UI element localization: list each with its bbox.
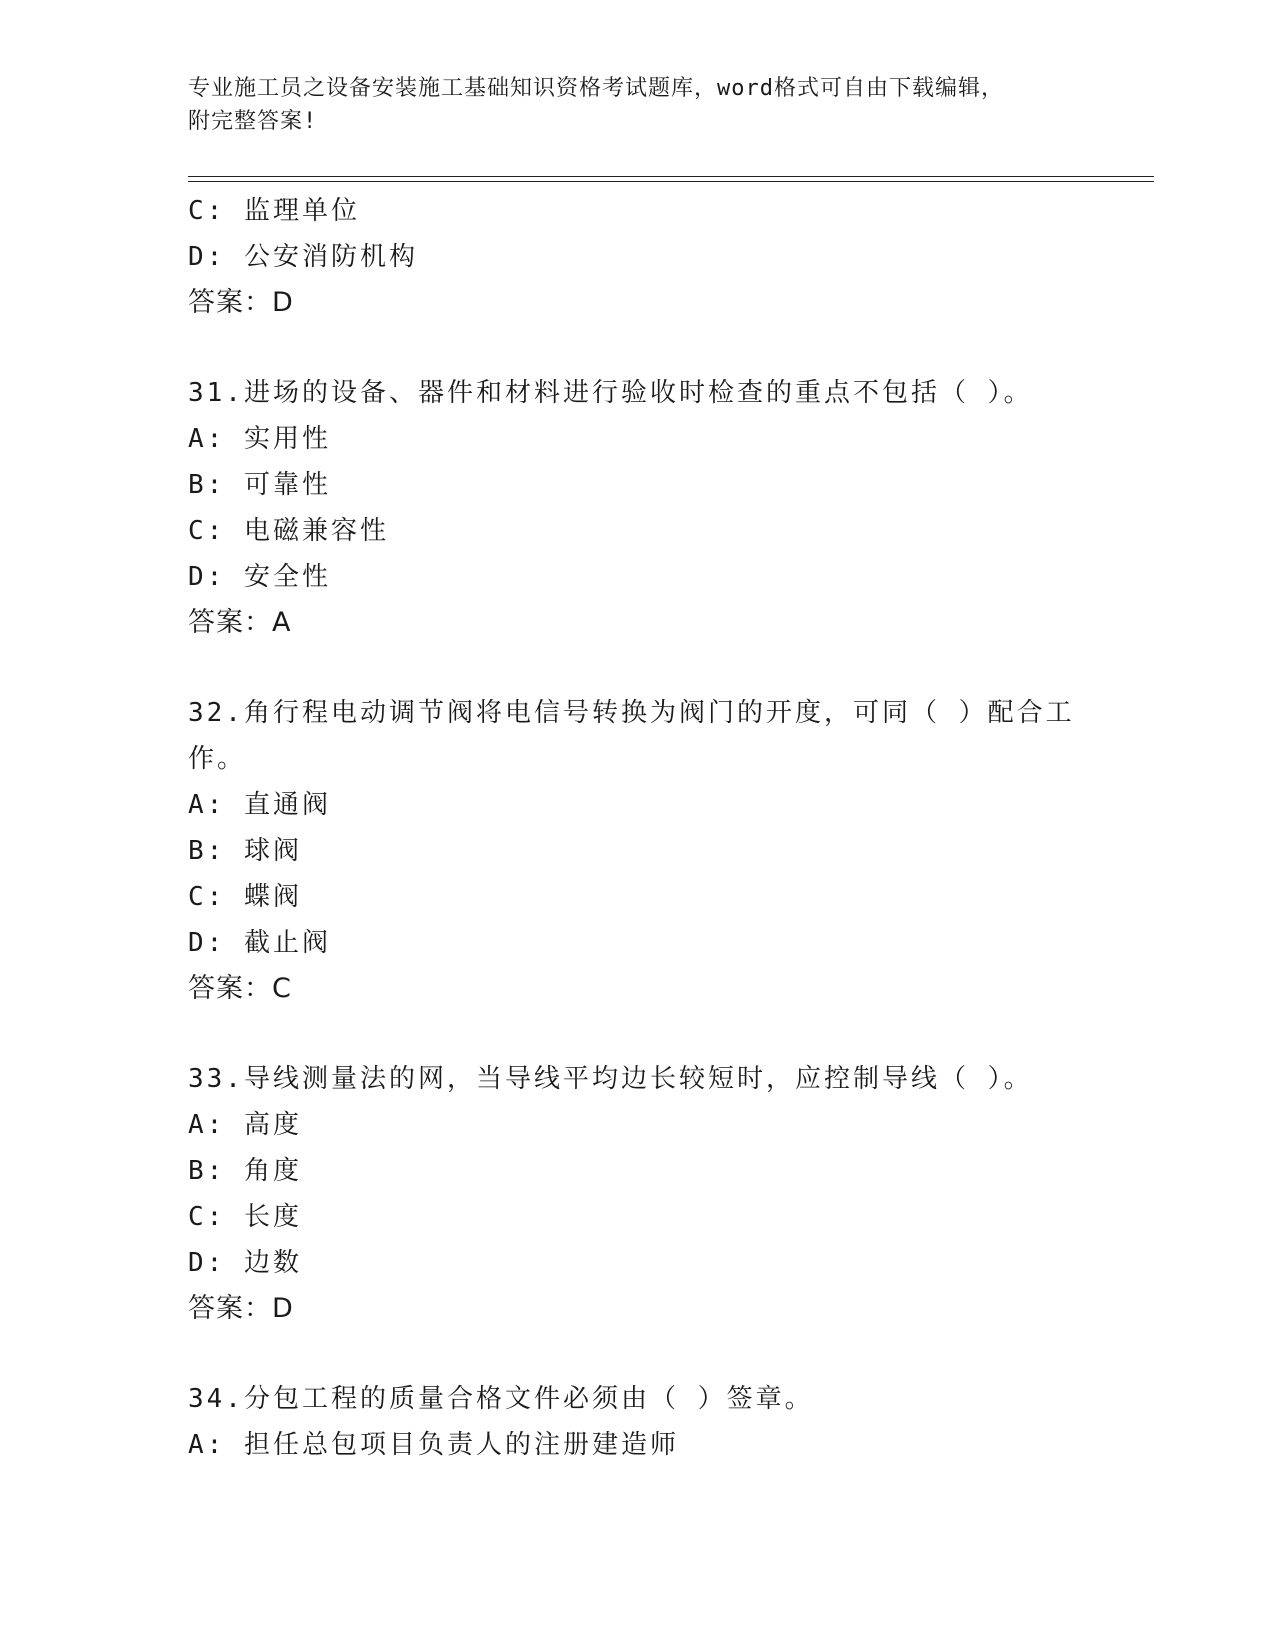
option-d: D: 安全性 <box>188 562 331 592</box>
document-header <box>188 72 1088 138</box>
option-c: C: 监理单位 <box>188 196 360 226</box>
header-line-1: 专业施工员之设备安装施工基础知识资格考试题库，word格式可自由下载编辑， <box>188 76 1004 101</box>
option-b: B: 球阀 <box>188 836 302 866</box>
question-block-31 <box>188 370 1088 646</box>
option-d: D: 边数 <box>188 1248 302 1278</box>
answer-line: 答案：C <box>188 973 292 1004</box>
option-a: A: 直通阀 <box>188 790 331 820</box>
spacer <box>188 1012 1088 1056</box>
option-c: C: 蝶阀 <box>188 882 302 912</box>
option-c: C: 电磁兼容性 <box>188 516 389 546</box>
option-b: B: 角度 <box>188 1156 302 1186</box>
spacer <box>188 646 1088 690</box>
header-line-2: 附完整答案! <box>188 109 318 134</box>
option-a: A: 担任总包项目负责人的注册建造师 <box>188 1430 679 1460</box>
question-block-34 <box>188 1376 1088 1468</box>
option-d: D: 公安消防机构 <box>188 242 418 272</box>
question-stem: 31.进场的设备、器件和材料进行验收时检查的重点不包括（ ）。 <box>188 378 1033 408</box>
answer-line: 答案：D <box>188 287 294 318</box>
question-stem: 33.导线测量法的网，当导线平均边长较短时，应控制导线（ ）。 <box>188 1064 1033 1094</box>
option-a: A: 高度 <box>188 1110 302 1140</box>
header-divider-bottom <box>188 181 1154 182</box>
option-c: C: 长度 <box>188 1202 302 1232</box>
question-list <box>188 188 1088 1468</box>
answer-line: 答案：D <box>188 1293 294 1324</box>
answer-line: 答案：A <box>188 607 292 638</box>
option-a: A: 实用性 <box>188 424 331 454</box>
spacer <box>188 1332 1088 1376</box>
question-block-32 <box>188 690 1088 1012</box>
question-block-33 <box>188 1056 1088 1332</box>
spacer <box>188 326 1088 370</box>
question-stem-line-1: 32.角行程电动调节阀将电信号转换为阀门的开度，可同（ ）配合工 <box>188 698 1075 728</box>
question-stem: 34.分包工程的质量合格文件必须由（ ）签章。 <box>188 1384 814 1414</box>
question-block-prev <box>188 188 1088 326</box>
option-d: D: 截止阀 <box>188 928 331 958</box>
question-stem-line-2: 作。 <box>188 744 247 774</box>
header-divider-top <box>188 176 1154 177</box>
option-b: B: 可靠性 <box>188 470 331 500</box>
